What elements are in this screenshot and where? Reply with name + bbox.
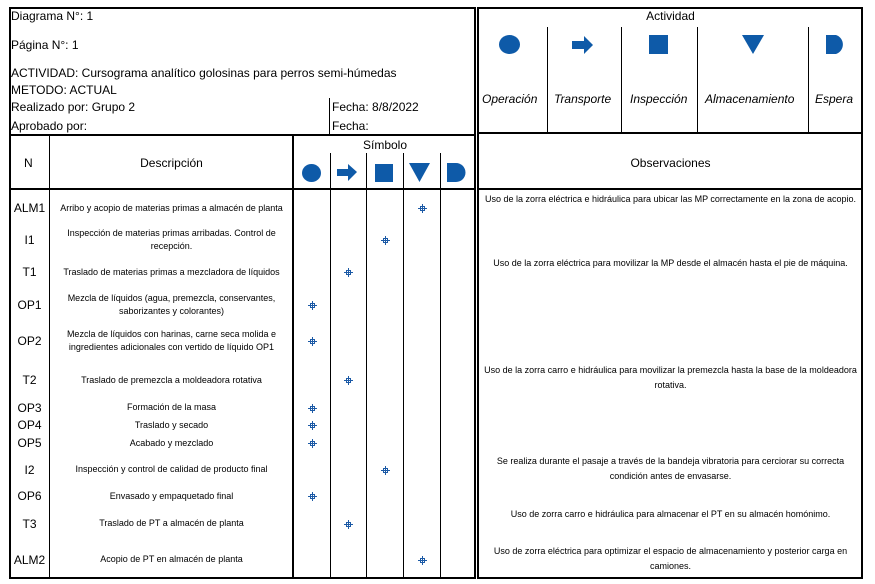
activity-title: ACTIVIDAD: Cursograma analítico golosinas para perros semi-húmedas <box>11 66 397 80</box>
square-icon <box>375 164 393 182</box>
header-border <box>478 132 862 134</box>
circle-icon <box>499 35 520 54</box>
column-n: N <box>24 156 33 170</box>
symbol-mark <box>418 204 427 213</box>
made-by: Realizado por: Grupo 2 <box>11 100 136 114</box>
row-description: Traslado de materias primas a mezcladora de líquidos <box>63 266 280 277</box>
symbol-mark <box>344 520 353 529</box>
page-number: Página N°: 1 <box>11 38 79 52</box>
grid-line <box>330 153 331 577</box>
row-description: Traslado de premezcla a moldeadora rotativa <box>81 374 262 385</box>
row-description: Acopio de PT en almacén de planta <box>100 554 243 564</box>
row-code: OP5 <box>17 436 42 450</box>
grid-line <box>621 27 622 132</box>
row-observation: Uso de zorra carro e hidráulica para almacenar el PT en su almacén homónimo. <box>510 509 831 519</box>
grid-line <box>366 153 367 577</box>
row-observation: Uso de la zorra carro e hidráulica para movilizar la premezcla hasta la base de la moldeadora rotativa. <box>484 365 857 390</box>
row-code: T1 <box>22 265 37 279</box>
symbol-mark <box>308 337 317 346</box>
symbol-mark <box>418 556 427 565</box>
triangle-down-icon <box>409 163 431 183</box>
row-code: T3 <box>22 516 37 531</box>
row-description: Traslado y secado <box>134 419 209 430</box>
label-inspeccion: Inspección <box>630 92 688 106</box>
grid-line <box>547 27 548 132</box>
label-operacion: Operación <box>482 92 538 106</box>
header-border <box>477 7 863 9</box>
symbol-mark <box>308 301 317 310</box>
row-code: T2 <box>22 373 37 387</box>
row-code: OP6 <box>17 489 42 503</box>
grid-line <box>697 27 698 132</box>
column-description: Descripción <box>140 156 203 170</box>
date-made: Fecha: 8/8/2022 <box>332 100 419 114</box>
grid-line <box>440 153 441 577</box>
square-icon <box>649 35 668 54</box>
row-observation: Uso de la zorra eléctrica e hidráulica para ubicar las MP correctamente en la zona de acopio. <box>484 194 857 204</box>
header-border <box>9 7 476 9</box>
arrow-right-icon <box>337 163 358 182</box>
row-code: I2 <box>24 462 35 477</box>
date-approved: Fecha: <box>332 119 369 133</box>
label-transporte: Transporte <box>554 92 612 106</box>
row-description: Mezcla de líquidos (agua, premezcla, conservantes, saborizantes y colorantes) <box>67 293 276 316</box>
symbol-mark <box>308 404 317 413</box>
header-border <box>10 134 475 136</box>
row-description: Traslado de PT a almacén de planta <box>99 518 244 528</box>
table-border <box>474 7 476 579</box>
label-espera: Espera <box>815 92 854 106</box>
header-border <box>10 188 475 190</box>
symbol-mark <box>308 421 317 430</box>
row-code: OP2 <box>17 333 42 348</box>
table-border <box>477 7 479 579</box>
row-observation: Se realiza durante el pasaje a través de la bandeja vibratoria para cerciorar su correcta condición antes de envasarse. <box>496 456 845 481</box>
row-description: Inspección de materias primas arribadas. Control de recepción. <box>67 228 276 251</box>
table-border <box>861 7 863 579</box>
symbol-mark <box>344 376 353 385</box>
diagram-number: Diagrama N°: 1 <box>11 9 94 23</box>
row-code: ALM2 <box>13 552 46 567</box>
d-shape-icon <box>447 163 467 183</box>
method: METODO: ACTUAL <box>11 83 117 97</box>
symbol-mark <box>308 492 317 501</box>
row-description: Envasado y empaquetado final <box>109 490 234 501</box>
row-code: ALM1 <box>13 201 46 215</box>
table-border <box>477 577 863 579</box>
column-symbol: Símbolo <box>362 138 408 152</box>
row-description: Arribo y acopio de materias primas a almacén de planta <box>60 202 283 213</box>
label-almacenamiento: Almacenamiento <box>705 92 795 106</box>
grid-line <box>49 136 50 577</box>
row-description: Inspección y control de calidad de producto final <box>75 464 268 474</box>
row-code: OP3 <box>17 400 42 415</box>
activity-panel-title: Actividad <box>646 9 695 23</box>
table-border <box>9 7 11 579</box>
row-description: Acabado y mezclado <box>129 437 214 448</box>
grid-line <box>329 98 330 134</box>
row-observation: Uso de zorra eléctrica para optimizar el espacio de almacenamiento y posterior carga en camiones. <box>493 546 848 571</box>
row-description: Mezcla de líquidos con harinas, carne seca molida e ingredientes adicionales con vertido de líquido OP1 <box>66 328 277 352</box>
approved-by: Aprobado por: <box>11 119 88 133</box>
header-border <box>478 188 862 190</box>
row-code: I1 <box>24 233 35 247</box>
symbol-mark <box>381 236 390 245</box>
table-border <box>292 136 294 577</box>
row-code: OP1 <box>17 298 42 312</box>
circle-icon <box>302 164 321 182</box>
symbol-mark <box>381 466 390 475</box>
symbol-mark <box>308 439 317 448</box>
arrow-right-icon <box>572 35 594 55</box>
table-border <box>9 577 476 579</box>
grid-line <box>808 27 809 132</box>
symbol-mark <box>344 268 353 277</box>
row-code: OP4 <box>17 418 42 432</box>
row-description: Formación de la masa <box>126 402 217 412</box>
d-shape-icon <box>826 35 846 55</box>
triangle-down-icon <box>742 35 764 55</box>
grid-line <box>403 153 404 577</box>
row-observation: Uso de la zorra eléctrica para movilizar la MP desde el almacén hasta el pie de máquina. <box>493 258 848 268</box>
column-observations: Observaciones <box>630 156 711 170</box>
